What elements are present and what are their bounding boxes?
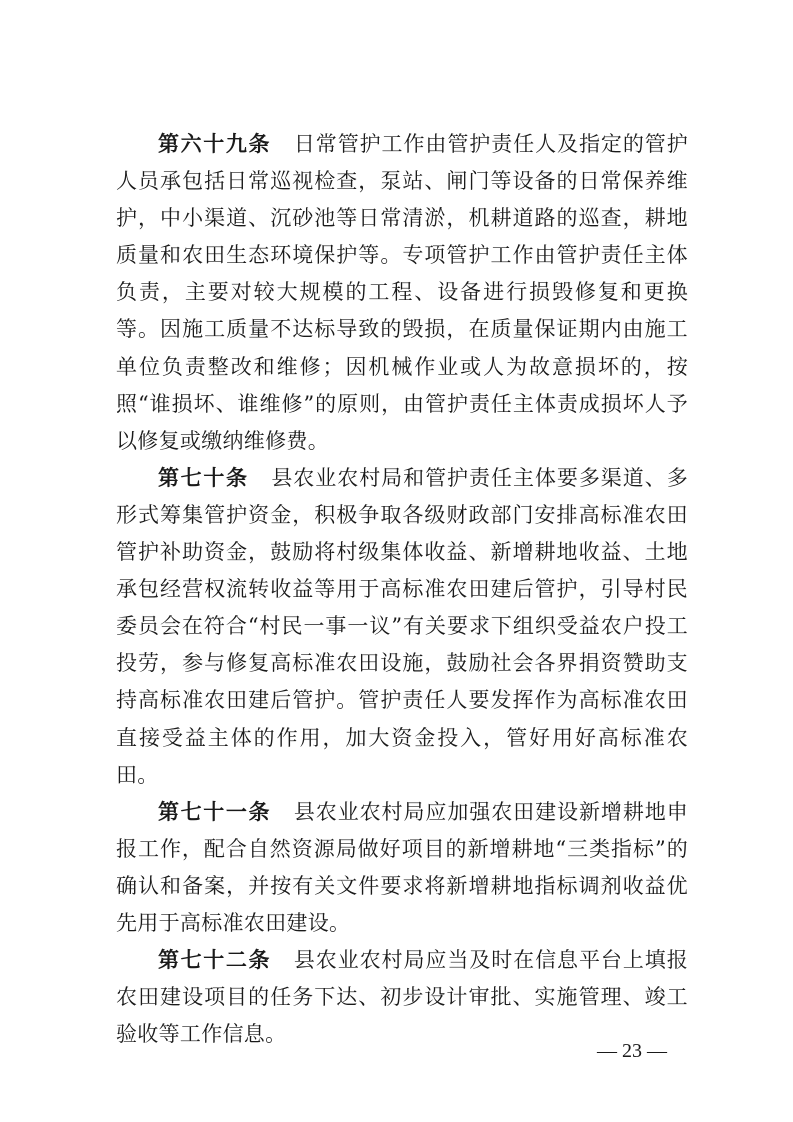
article-text: 县农业农村局应当及时在信息平台上填报农田建设项目的任务下达、初步设计审批、实施管理、竣工验收等工作信息。 — [116, 948, 689, 1047]
article-69 — [116, 126, 688, 460]
article-number: 第七十条 — [158, 465, 249, 490]
article-text: 县农业农村局应加强农田建设新增耕地申报工作，配合自然资源局做好项目的新增耕地“三类指标”的确认和备案，并按有关文件要求将新增耕地指标调剂收益优先用于高标准农田建设。 — [116, 799, 689, 935]
article-71 — [116, 794, 688, 942]
article-number: 第七十二条 — [158, 948, 272, 973]
article-number: 第六十九条 — [158, 132, 272, 156]
document-body — [116, 126, 688, 1053]
article-72 — [116, 942, 688, 1053]
page-number: — 23 — — [597, 1040, 667, 1062]
article-number: 第七十一条 — [158, 799, 272, 824]
article-text: 日常管护工作由管护责任人及指定的管护人员承包括日常巡视检查，泵站、闸门等设备的日常保养维护，中小渠道、沉砂池等日常清淤，机耕道路的巡查，耕地质量和农田生态环境保护等。专项管护工作由管护责任主体负责，主要对较大规模的工程、设备进行损毁修复和更换等。因施工质量不达标导致的毁损，在质量保证期内由施工单位负责整改和维修；因机械作业或人为故意损坏的，按照“谁损坏、谁维修”的原则，由管护责任主体责成损坏人予以修复或缴纳维修费。 — [116, 132, 689, 453]
article-70 — [116, 460, 688, 794]
article-text: 县农业农村局和管护责任主体要多渠道、多形式筹集管护资金，积极争取各级财政部门安排高标准农田管护补助资金，鼓励将村级集体收益、新增耕地收益、土地承包经营权流转收益等用于高标准农田建后管护，引导村民委员会在符合“村民一事一议”有关要求下组织受益农户投工投劳，参与修复高标准农田设施，鼓励社会各界捐资赞助支持高标准农田建后管护。管护责任人要发挥作为高标准农田直接受益主体的作用，加大资金投入，管好用好高标准农田。 — [116, 465, 689, 787]
